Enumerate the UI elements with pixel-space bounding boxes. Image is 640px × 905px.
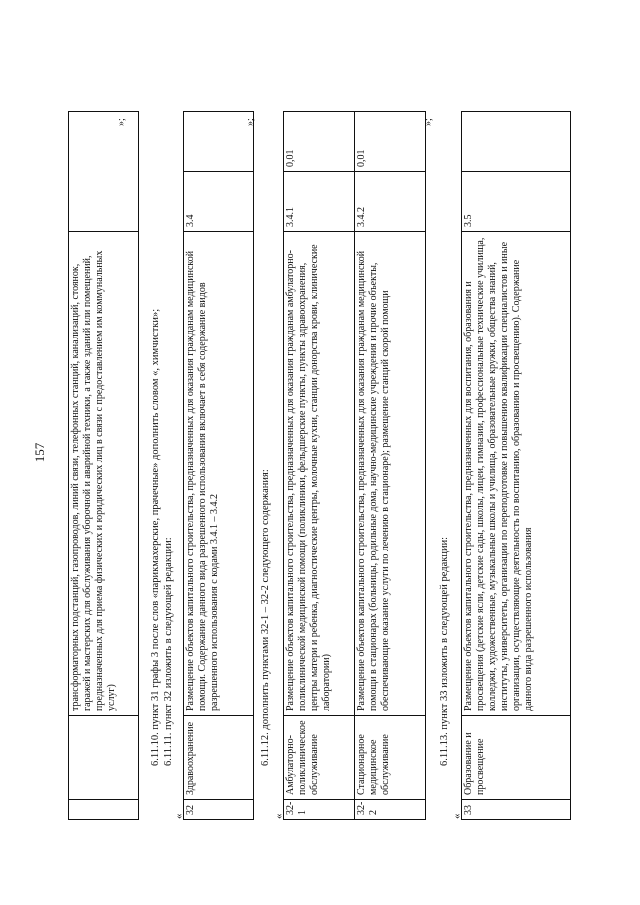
cell-value: 0,01 xyxy=(284,112,355,172)
cell-num: 32-1 xyxy=(284,800,355,820)
cell-num: 32 xyxy=(184,800,254,820)
cell-num: 33 xyxy=(462,800,571,820)
cell-value: 0,01 xyxy=(355,112,426,172)
cell-description: Размещение объектов капитального строительства, предназначенных для воспитания, образования и просвещения (детские ясли, детские сады, школы, лицеи, гимназии, профессиональные технические училища, колледжи, художественные, музыкальные школы и училища, образовательные кружки, общества знаний, институты, университеты, организации по переподготовке и повышению квалификации специалистов и иные организации, осуществляющие деятельность по воспитанию, образованию и просвещению). Содержание данного вида разрешенного использования xyxy=(462,232,571,716)
cell-name: Образование и просвещение xyxy=(462,716,571,800)
cell-description: Размещение объектов капитального строительства, предназначенных для оказания гражданам медицинской помощи в стационарах (больницы, родильные дома, научно-медицинские учреждения и прочие объекты, обеспечивающие оказание услуги по лечению в стационаре); размещение станций скорой помощи xyxy=(355,232,426,716)
cell-value xyxy=(184,112,254,172)
table-row xyxy=(284,112,355,820)
cell-value xyxy=(462,112,571,172)
table-32 xyxy=(183,111,254,820)
table-32-1-32-2 xyxy=(283,111,426,820)
table-33 xyxy=(461,111,571,820)
cell-name: Здравоохранение xyxy=(184,716,254,800)
cell-code: 3.4.1 xyxy=(284,172,355,232)
table-continuation xyxy=(68,111,139,820)
cell-code: 3.4.2 xyxy=(355,172,426,232)
quote-open-2: « xyxy=(273,813,285,819)
paragraph-6-11-10: 6.11.10. пункт 31 графы 3 после слов «парикмахерские, прачечные» дополнить словом «, химчистки»; xyxy=(150,308,161,766)
paragraph-6-11-13: 6.11.13. пункт 33 изложить в следующей редакции: xyxy=(439,536,450,766)
cell-description: Размещение объектов капитального строительства, предназначенных для оказания гражданам медицинской помощи. Содержание данного вида разрешенного использования включает в себя содержание видов разрешенного использования с кодами 3.4.1 – 3.4.2 xyxy=(184,232,254,716)
cell-name: Стационарное медицинское обслуживание xyxy=(355,716,426,800)
quote-close-1: »; xyxy=(116,118,127,126)
paragraph-6-11-12: 6.11.12. дополнить пунктами 32-1 – 32-2 следующего содержания: xyxy=(260,469,271,766)
page-number: 157 xyxy=(32,442,47,463)
cell-num: 32-2 xyxy=(355,800,426,820)
cell-description: Размещение объектов капитального строительства, предназначенных для оказания гражданам амбулаторно-поликлинической медицинской помощи (поликлиники, фельдшерские пункты, пункты здравоохранения, центры матери и ребенка, диагностические центры, молочные кухни, станции донорства крови, клинические лаборатории) xyxy=(284,232,355,716)
cell-code: 3.4 xyxy=(184,172,254,232)
quote-close-2: »; xyxy=(245,118,256,126)
table-row xyxy=(462,112,571,820)
table-row xyxy=(355,112,426,820)
cell-name: Амбулаторно-поликлиническое обслуживание xyxy=(284,716,355,800)
continuation-text: трансформаторных подстанций, газопроводов, линий связи, телефонных станций, канализаций, стоянок, гаражей и мастерских для обслуживания уборочной и аварийной техники, а также зданий или помещений, предназначенных для приема физических и юридических лиц в связи с предоставлением им коммунальных услуг) xyxy=(69,232,139,716)
quote-open-1: « xyxy=(173,813,185,819)
table-row xyxy=(69,112,139,820)
paragraph-6-11-11: 6.11.11. пункт 32 изложить в следующей редакции: xyxy=(163,537,174,766)
cell-code: 3.5 xyxy=(462,172,571,232)
quote-open-3: « xyxy=(451,813,463,819)
table-row xyxy=(184,112,254,820)
quote-close-3: »; xyxy=(423,118,434,126)
